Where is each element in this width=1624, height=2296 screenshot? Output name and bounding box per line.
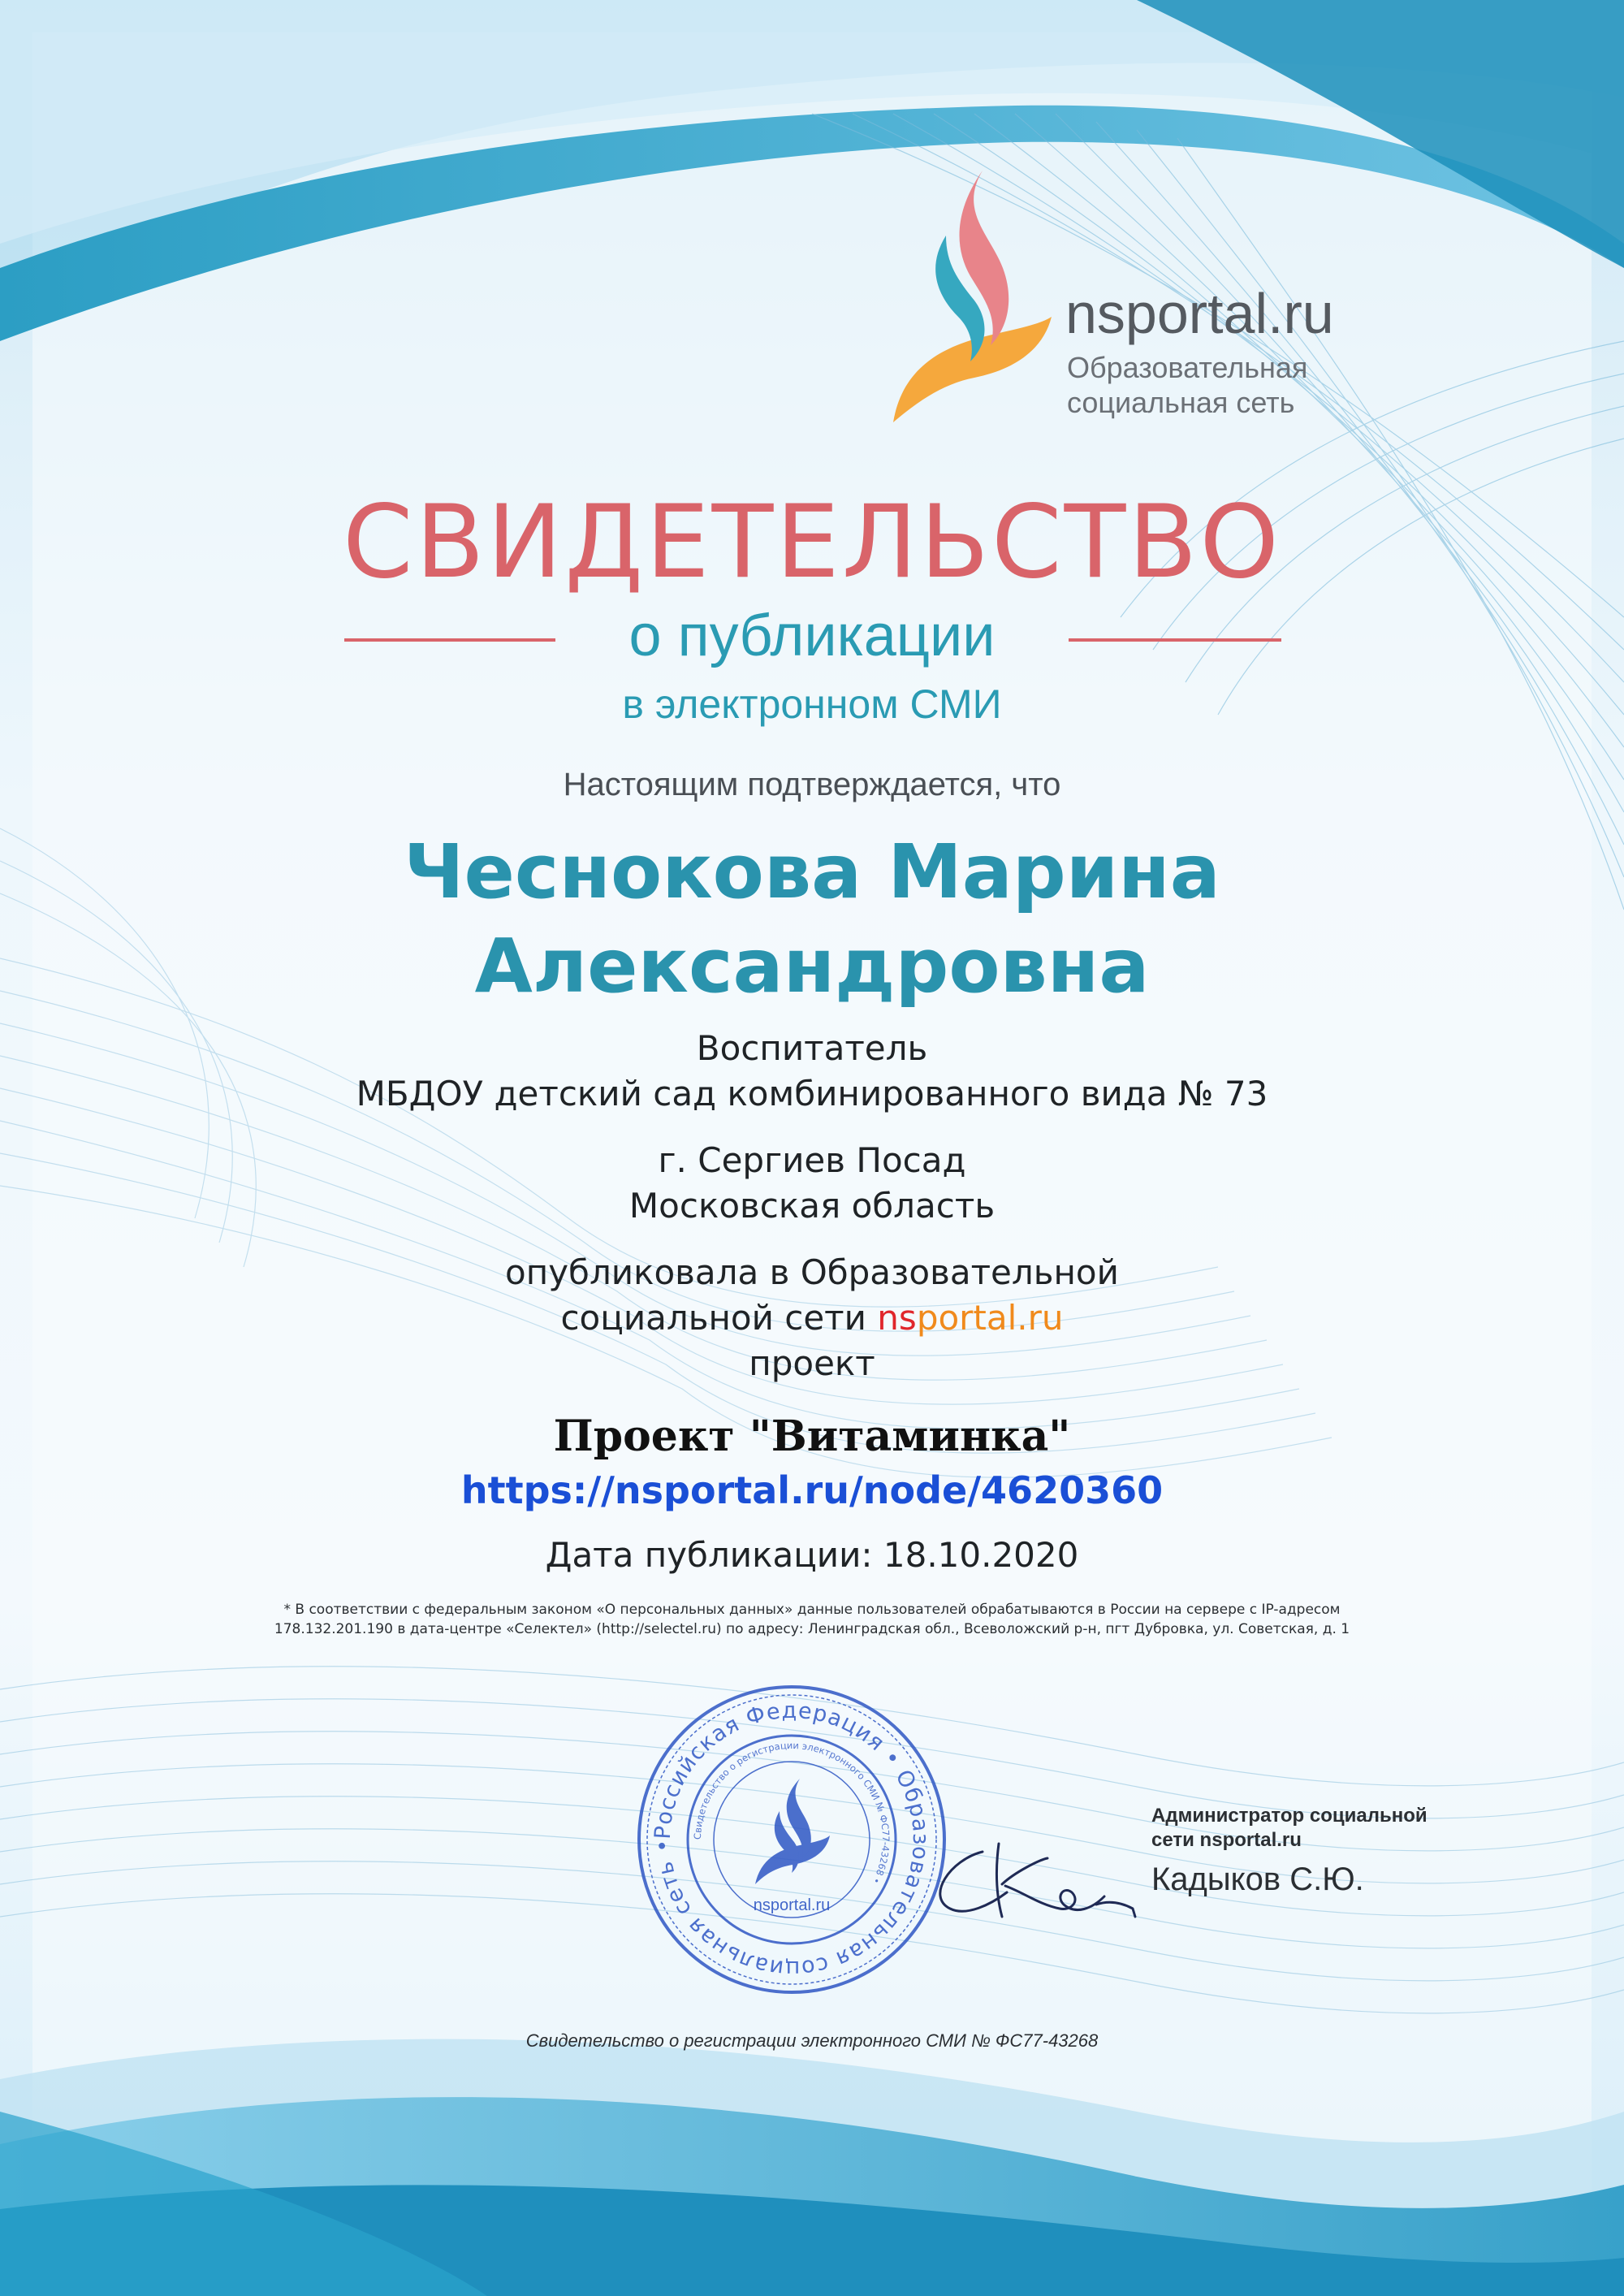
recipient-position: Воспитатель <box>696 1028 928 1068</box>
certificate-subtitle: о публикации <box>628 603 996 668</box>
recipient-region: Московская область <box>628 1186 996 1226</box>
brand-name: nsportal.ru <box>1065 282 1334 345</box>
certificate-title: СВИДЕТЕЛЬСТВО <box>342 484 1282 601</box>
brand-tagline-line2: социальная сеть <box>1067 386 1295 419</box>
footnote-line1: * В соответствии с федеральным законом «О персональных данных» данные пользователей обрабатываются в России на сервере с IP-адресом <box>283 1602 1341 1618</box>
publication-line2-prefix: социальной сети <box>560 1298 878 1338</box>
site-name-ns: ns <box>877 1298 917 1338</box>
recipient-name-line1: Чеснокова Марина <box>404 828 1220 915</box>
stamp-logo-text: nsportal.ru <box>753 1896 831 1914</box>
title-rule-left <box>344 638 555 642</box>
media-line: в электронном СМИ <box>622 681 1002 727</box>
site-name-rest: portal.ru <box>916 1298 1064 1338</box>
publication-line2 <box>0 1298 1624 1338</box>
stamp-ring-text: Российская Федерация • Образовательная социальная сеть • <box>650 1697 934 1982</box>
signature <box>918 1827 1161 1933</box>
admin-title-line2: сети nsportal.ru <box>1151 1829 1302 1851</box>
recipient-organization: МБДОУ детский сад комбинированного вида № 73 <box>356 1074 1268 1113</box>
admin-name: Кадыков С.Ю. <box>1151 1861 1364 1897</box>
recipient-city: г. Сергиев Посад <box>658 1140 966 1180</box>
title-rule-right <box>1069 638 1281 642</box>
project-title: Проект "Витаминка" <box>553 1412 1071 1461</box>
stamp-inner-text: Свидетельство о регистрации электронного СМИ № ФС77-43268 • <box>691 1739 892 1886</box>
footnote-line2: 178.132.201.190 в дата-центре «Селектел» (http://selectel.ru) по адресу: Ленинградская обл., Всеволожский р-н, пгт Дубровка, ул. Советская, д. 1 <box>274 1621 1350 1637</box>
recipient-name-line2: Александровна <box>474 923 1150 1010</box>
confirm-line: Настоящим подтверждается, что <box>563 767 1061 802</box>
official-stamp <box>633 1681 950 1998</box>
publication-line1: опубликовала в Образовательной <box>505 1252 1119 1292</box>
project-link[interactable]: https://nsportal.ru/node/4620360 <box>460 1468 1164 1512</box>
admin-title-line1: Администратор социальной <box>1151 1805 1427 1827</box>
brand-tagline-line1: Образовательная <box>1067 351 1308 384</box>
flame-hand-icon <box>755 1779 830 1884</box>
publication-line3: проект <box>749 1343 875 1383</box>
flame-hand-icon <box>869 162 1056 430</box>
publication-date: Дата публикации: 18.10.2020 <box>545 1535 1079 1575</box>
media-registration: Свидетельство о регистрации электронного СМИ № ФС77-43268 <box>525 2030 1099 2051</box>
site-name-inline <box>877 1298 1063 1338</box>
